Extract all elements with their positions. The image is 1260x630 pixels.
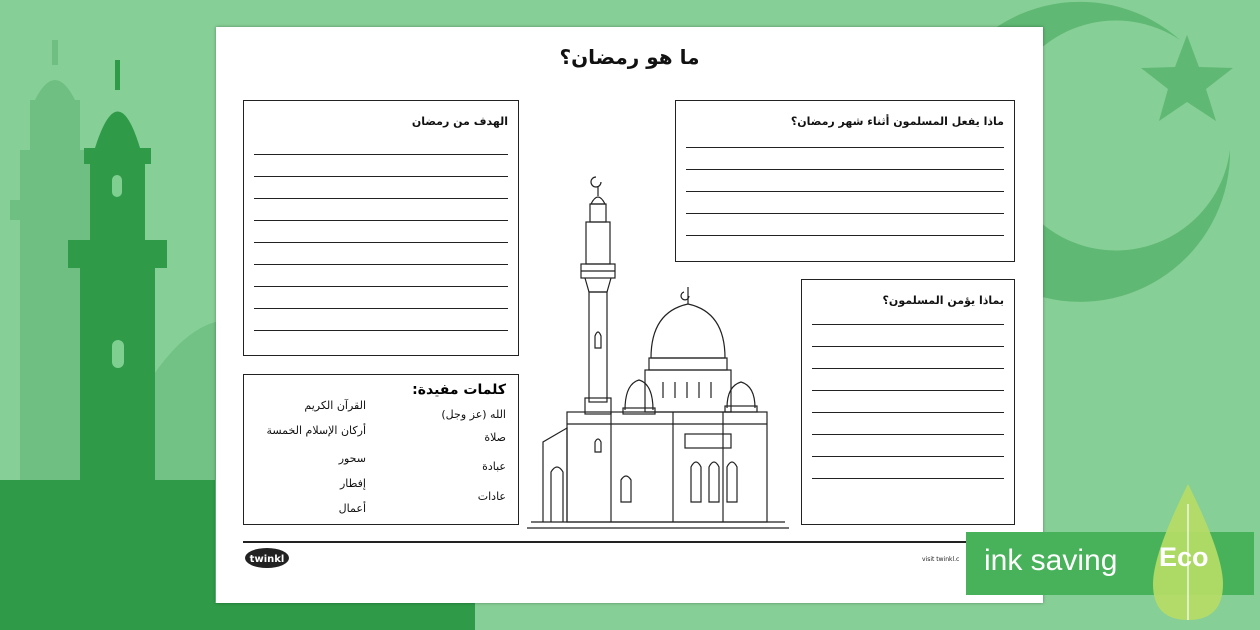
useful-word: سحور [338, 452, 366, 465]
writing-line[interactable] [254, 264, 508, 265]
writing-line[interactable] [254, 154, 508, 155]
writing-line[interactable] [812, 434, 1004, 435]
useful-words-box [243, 374, 519, 525]
useful-word: الله (عز وجل) [441, 408, 506, 421]
beliefs-box [801, 279, 1015, 525]
writing-line[interactable] [812, 346, 1004, 347]
writing-line[interactable] [812, 368, 1004, 369]
goal-box [243, 100, 519, 356]
writing-line[interactable] [812, 412, 1004, 413]
page-title: ما هو رمضان؟ [559, 45, 700, 69]
useful-word: صلاة [484, 431, 506, 444]
writing-line[interactable] [254, 242, 508, 243]
writing-line[interactable] [254, 176, 508, 177]
useful-word: أعمال [338, 502, 366, 515]
useful-word: القرآن الكريم [304, 399, 366, 412]
useful-word: عادات [477, 490, 506, 503]
twinkl-logo[interactable] [244, 547, 290, 569]
writing-line[interactable] [812, 390, 1004, 391]
ink-saving-text: ink saving [984, 544, 1118, 577]
goal-question: الهدف من رمضان [411, 115, 508, 128]
writing-line[interactable] [254, 330, 508, 331]
writing-line[interactable] [812, 456, 1004, 457]
footer-divider [243, 541, 1016, 543]
useful-words-title: كلمات مفيدة: [412, 382, 506, 398]
mosque-illustration [523, 172, 793, 532]
activities-question: ماذا يفعل المسلمون أثناء شهر رمضان؟ [790, 115, 1004, 128]
useful-word: أركان الإسلام الخمسة [266, 424, 366, 437]
logo-text: twinkl [249, 554, 285, 565]
beliefs-question: بماذا يؤمن المسلمون؟ [882, 294, 1004, 307]
writing-line[interactable] [254, 220, 508, 221]
visit-text: visit twinkl.c [922, 556, 960, 563]
writing-line[interactable] [254, 198, 508, 199]
writing-line[interactable] [686, 169, 1004, 170]
eco-label: Eco [1159, 542, 1209, 572]
writing-line[interactable] [812, 324, 1004, 325]
useful-word: إفطار [339, 477, 366, 490]
writing-line[interactable] [812, 478, 1004, 479]
writing-line[interactable] [254, 308, 508, 309]
worksheet-page [216, 27, 1043, 603]
useful-word: عبادة [482, 460, 506, 473]
writing-line[interactable] [254, 286, 508, 287]
writing-line[interactable] [686, 147, 1004, 148]
